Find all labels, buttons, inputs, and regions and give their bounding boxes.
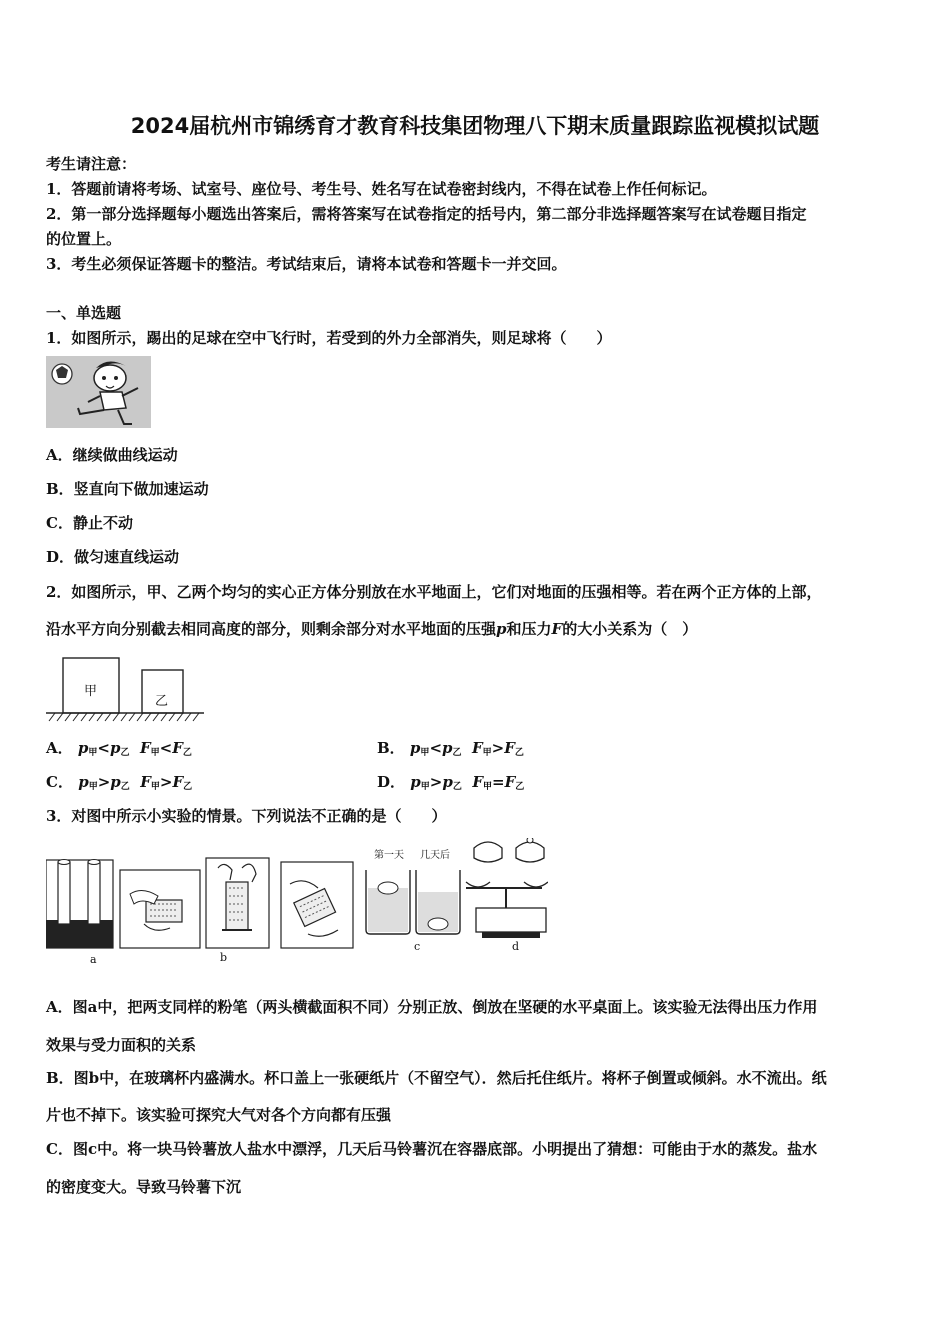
- q2-stem-text-3: 的大小关系为（ ）: [562, 620, 698, 638]
- section-heading: 一、单选题: [46, 304, 122, 322]
- cube-label-yi: 乙: [155, 694, 169, 709]
- q3-option-a-line-1: A．图a中，把两支同样的粉笔（两头横截面积不同）分别正放、倒放在坚硬的水平桌面上。该实验无法得出压力作用: [46, 998, 818, 1016]
- q2-cubes-figure: [46, 655, 206, 723]
- notice-line-3: 3．考生必须保证答题卡的整洁。考试结束后，请将本试卷和答题卡一并交回。: [46, 255, 567, 273]
- q1-option-a: A．继续做曲线运动: [46, 446, 178, 464]
- fig-label-c: c: [414, 940, 421, 953]
- page-title: 2024届杭州市锦绣育才教育科技集团物理八下期末质量跟踪监视模拟试题: [130, 114, 820, 138]
- panel-b-glass-3: [281, 862, 353, 948]
- fig-label-day1: 第一天: [374, 850, 404, 861]
- cube-label-jia: 甲: [84, 684, 98, 699]
- fig-label-later: 几天后: [420, 850, 450, 861]
- q1-option-b: B．竖直向下做加速运动: [46, 480, 209, 498]
- panel-b-glass-1: [120, 870, 200, 948]
- q2-stem-line-1: 2．如图所示，甲、乙两个均匀的实心正方体分别放在水平地面上，它们对地面的压强相等。若在两个正方体的上部，: [46, 583, 822, 601]
- q2-stem-text-1: 沿水平方向分别截去相同高度的部分，则剩余部分对水平地面的压强: [46, 620, 497, 638]
- q2-option-b: B． $p_甲<p_乙$ $F_甲>F_乙$: [377, 739, 524, 758]
- q2-option-d: D． $p_甲>p_乙$ $F_甲=F_乙$: [377, 773, 525, 792]
- q2-stem-symbol-f: F: [551, 620, 563, 638]
- q2-option-a: A． $p_甲<p_乙$ $F_甲<F_乙$: [46, 739, 192, 758]
- q3-option-c-line-2: 的密度变大。导致马铃薯下沉: [46, 1178, 242, 1196]
- notice-line-2: 2．第一部分选择题每小题选出答案后，需将答案写在试卷指定的括号内，第二部分非选择题答案写在试卷题目指定: [46, 205, 807, 223]
- q3-option-c-line-1: C．图c中。将一块马铃薯放人盐水中漂浮，几天后马铃薯沉在容器底部。小明提出了猜想：可能由于水的蒸发。盐水: [46, 1140, 818, 1158]
- q3-option-b-line-2: 片也不掉下。该实验可探究大气对各个方向都有压强: [46, 1106, 392, 1124]
- q2-stem-line-2: [46, 618, 697, 639]
- q2-stem-symbol-p: p: [496, 620, 507, 638]
- q1-option-d: D．做匀速直线运动: [46, 548, 180, 566]
- notice-line-2-cont: 的位置上。: [46, 230, 122, 248]
- notice-heading: 考生请注意：: [46, 155, 137, 173]
- q3-option-a-line-2: 效果与受力面积的关系: [46, 1036, 197, 1054]
- q3-experiments-figure: [46, 838, 548, 966]
- q3-stem: 3．对图中所示小实验的情景。下列说法不正确的是（ ）: [46, 807, 447, 825]
- notice-line-1: 1．答题前请将考场、试室号、座位号、考生号、姓名写在试卷密封线内，不得在试卷上作任何标记。: [46, 180, 717, 198]
- q2-option-c: C． $p_甲>p_乙$ $F_甲>F_乙$: [46, 773, 193, 792]
- q3-option-b-line-1: B．图b中，在玻璃杯内盛满水。杯口盖上一张硬纸片（不留空气）．然后托住纸片。将杯子倒置或倾斜。水不流出。纸: [46, 1069, 827, 1087]
- q1-football-figure: [46, 356, 151, 428]
- fig-label-a: a: [90, 953, 97, 966]
- panel-d-balance: [466, 838, 548, 938]
- q1-stem: 1．如图所示，踢出的足球在空中飞行时，若受到的外力全部消失，则足球将（ ）: [46, 329, 612, 347]
- panel-a-chalk: [46, 860, 113, 949]
- panel-b-glass-2: [206, 858, 269, 948]
- panel-c-beakers: [366, 870, 460, 934]
- q1-option-c: C．静止不动: [46, 514, 133, 532]
- fig-label-b: b: [220, 951, 228, 964]
- q2-stem-text-2: 和压力: [506, 620, 552, 638]
- fig-label-d: d: [512, 940, 520, 953]
